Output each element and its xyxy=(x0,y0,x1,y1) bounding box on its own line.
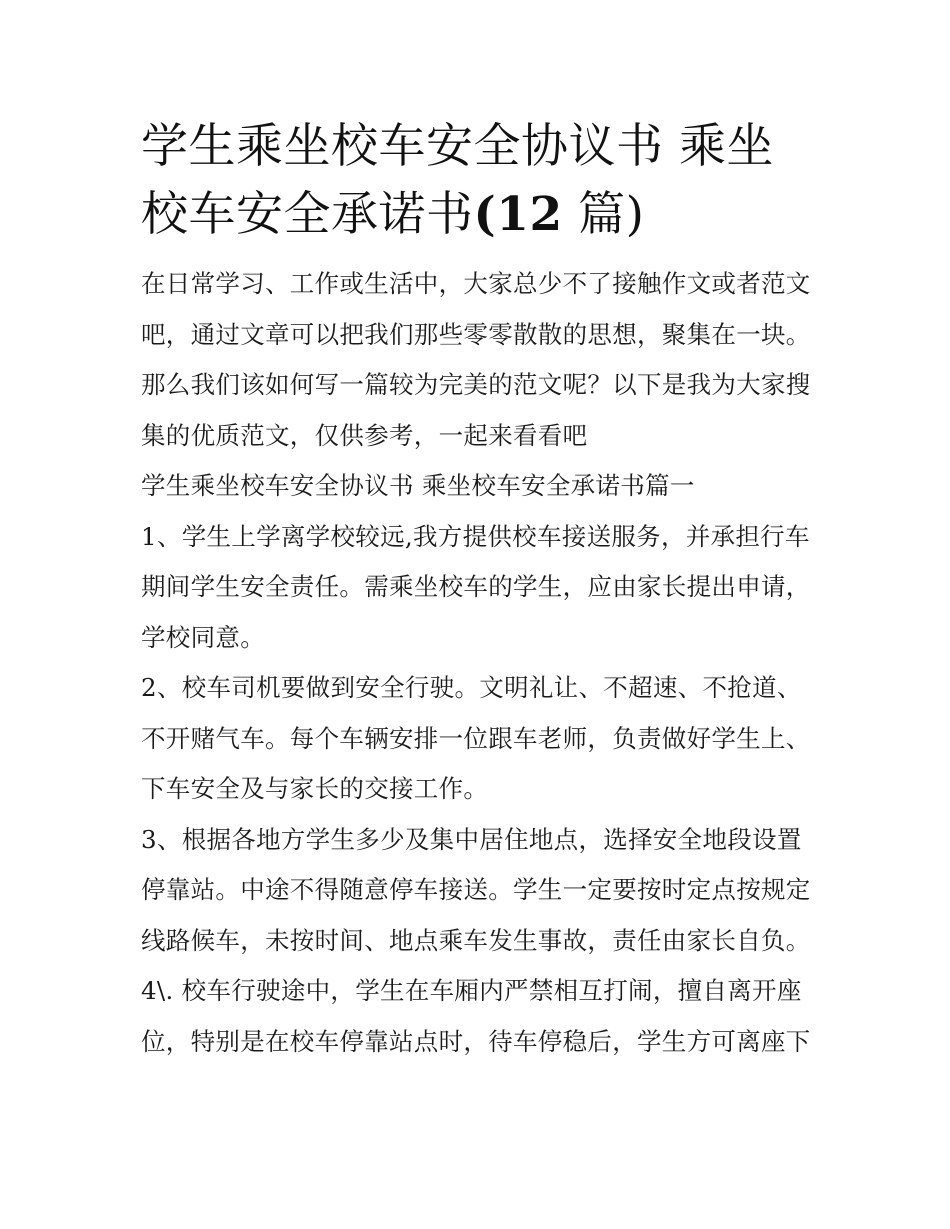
title-suffix: 篇) xyxy=(562,187,645,242)
intro-paragraph: 在日常学习、工作或生活中，大家总少不了接触作文或者范文吧，通过文章可以把我们那些零零散散的思想，聚集在一块。那么我们该如何写一篇较为完美的范文呢？以下是我为大家搜集的优质范文，仅供参考，一起来看看吧 xyxy=(141,269,811,450)
clause-2: 2、校车司机要做到安全行驶。文明礼让、不超速、不抢道、不开赌气车。每个车辆安排一位跟车老师，负责做好学生上、下车安全及与家长的交接工作。 xyxy=(141,673,811,803)
document-title xyxy=(141,113,821,249)
title-count: (12 xyxy=(473,187,563,242)
title-line-2: 校车安全承诺书 xyxy=(141,187,474,242)
clause-1: 1、学生上学离学校较远,我方提供校车接送服务，并承担行车期间学生安全责任。需乘坐校车的学生，应由家长提出申请，学校同意。 xyxy=(141,521,811,652)
section-heading: 学生乘坐校车安全协议书 乘坐校车安全承诺书篇一 xyxy=(141,471,695,500)
document-content xyxy=(141,113,821,1067)
clause-4: 4\. 校车行驶途中，学生在车厢内严禁相互打闹，擅自离开座位，特别是在校车停靠站点时，待车停稳后，学生方可离座下 xyxy=(141,976,811,1056)
title-line-1: 学生乘坐校车安全协议书 乘坐 xyxy=(141,119,774,174)
document-body xyxy=(141,259,821,1067)
clause-3: 3、根据各地方学生多少及集中居住地点，选择安全地段设置停靠站。中途不得随意停车接送。学生一定要按时定点按规定线路候车，未按时间、地点乘车发生事故，责任由家长自负。 xyxy=(141,824,811,955)
